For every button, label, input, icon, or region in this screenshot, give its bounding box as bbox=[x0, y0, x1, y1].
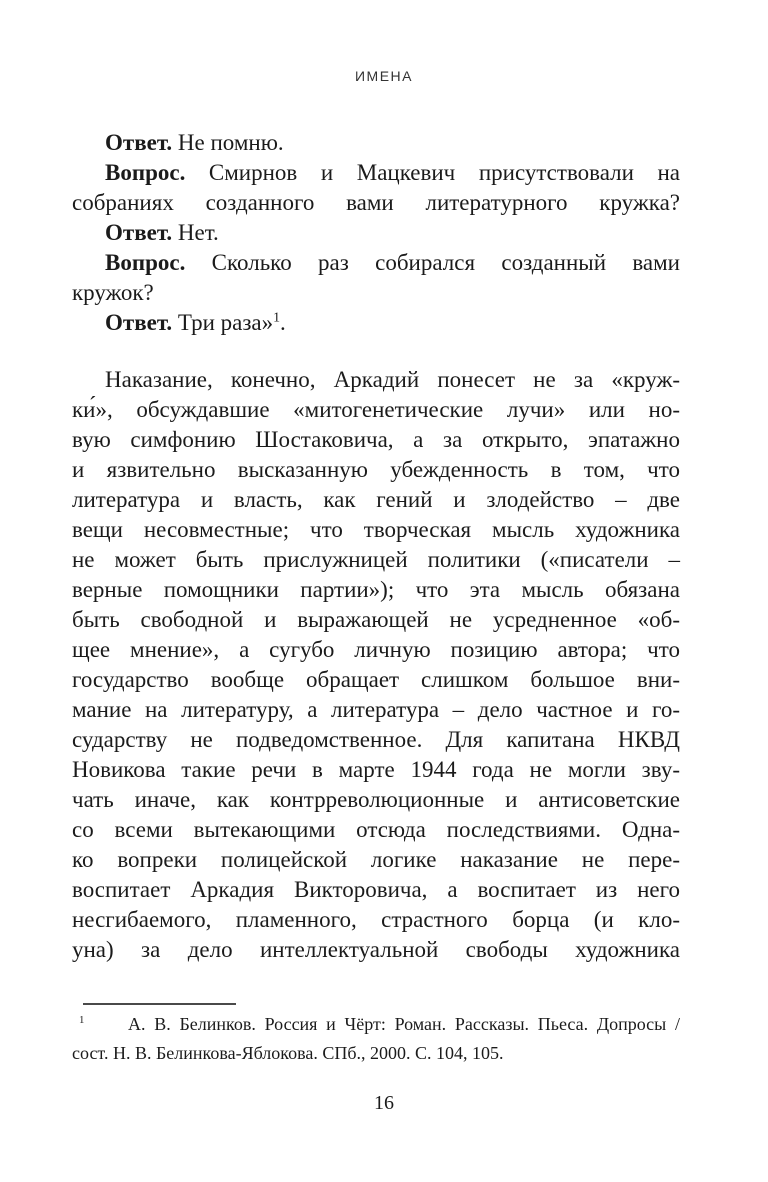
text-segment: воспитает Аркадия Викторовича, а воспитает из него bbox=[72, 877, 680, 902]
text-segment: Три раза» bbox=[172, 310, 274, 335]
running-head: ИМЕНА bbox=[354, 68, 413, 84]
main-paragraph bbox=[72, 365, 680, 965]
text-line bbox=[72, 755, 680, 785]
dialogue-block bbox=[72, 128, 680, 338]
footnote-ref: 1 bbox=[273, 309, 281, 325]
text-segment: Вопрос. bbox=[105, 250, 186, 275]
text-segment: . bbox=[280, 310, 286, 335]
text-line bbox=[72, 425, 680, 455]
text-line bbox=[72, 248, 680, 278]
text-segment: Сколько раз собирался созданный вами bbox=[185, 250, 680, 275]
text-segment: Наказание, конечно, Аркадий понесет не за «круж- bbox=[105, 367, 680, 392]
text-segment: А. В. Белинков. Россия и Чёрт: Роман. Рассказы. Пьеса. Допросы / bbox=[128, 1014, 680, 1034]
text-segment: уна) за дело интеллектуальной свободы художника bbox=[72, 937, 680, 962]
text-segment: мание на литературу, а литература – дело частное и го- bbox=[72, 697, 680, 722]
text-line bbox=[72, 455, 680, 485]
text-segment: со всеми вытекающими отсюда последствиями. Одна- bbox=[72, 817, 680, 842]
text-segment: Нет. bbox=[172, 220, 219, 245]
text-line bbox=[72, 905, 680, 935]
text-line bbox=[72, 575, 680, 605]
text-segment: Ответ. bbox=[105, 310, 173, 335]
page-number: 16 bbox=[374, 1092, 394, 1114]
text-line bbox=[72, 695, 680, 725]
text-line bbox=[72, 815, 680, 845]
text-segment: вую симфонию Шостаковича, а за открыто, эпатажно bbox=[72, 427, 680, 452]
text-segment: не может быть прислужницей политики («писатели – bbox=[72, 547, 680, 572]
text-segment: Смирнов и Мацкевич присутствовали на bbox=[185, 160, 680, 185]
text-segment: верные помощники партии»); что эта мысль обязана bbox=[72, 577, 680, 602]
text-line bbox=[72, 395, 680, 425]
text-line bbox=[72, 665, 680, 695]
text-line bbox=[72, 725, 680, 755]
text-line bbox=[72, 128, 680, 158]
text-segment: несгибаемого, пламенного, страстного борца (и кло- bbox=[72, 907, 680, 932]
text-line bbox=[72, 158, 680, 188]
text-line: $^1$ А. В. Белинков. Россия и Чёрт: Роман. Рассказы. Пьеса. Допросы / bbox=[79, 1014, 680, 1034]
text-segment: Новикова такие речи в марте 1944 года не могли зву- bbox=[72, 757, 680, 782]
text-line bbox=[72, 545, 680, 575]
text-segment: чать иначе, как контрреволюционные и антисоветские bbox=[72, 787, 680, 812]
text-line bbox=[72, 605, 680, 635]
text-line bbox=[72, 278, 680, 308]
text-segment: собраниях созданного вами литературного кружка? bbox=[72, 190, 680, 215]
text-segment: Ответ. bbox=[105, 130, 173, 155]
text-segment: литература и власть, как гений и злодейство – две bbox=[72, 487, 680, 512]
text-segment: ко вопреки полицейской логике наказание не пере- bbox=[72, 847, 680, 872]
text-line bbox=[72, 635, 680, 665]
text-segment: Не помню. bbox=[172, 130, 284, 155]
text-segment: быть свободной и выражающей не усредненное «об- bbox=[72, 607, 680, 632]
text-segment: вещи несовместные; что творческая мысль художника bbox=[72, 517, 680, 542]
text-line bbox=[72, 845, 680, 875]
text-line bbox=[72, 485, 680, 515]
text-segment: ки́», обсуждавшие «митогенетические лучи» или но- bbox=[72, 397, 680, 422]
text-segment: и язвительно высказанную убежденность в том, что bbox=[72, 457, 680, 482]
text-line bbox=[72, 365, 680, 395]
text-line bbox=[72, 188, 680, 218]
text-line bbox=[72, 218, 680, 248]
footnote-rule bbox=[83, 1003, 236, 1005]
text-line bbox=[72, 308, 680, 338]
text-line bbox=[72, 935, 680, 965]
text-segment: кружок? bbox=[72, 280, 154, 305]
text-segment: Ответ. bbox=[105, 220, 173, 245]
text-segment: Вопрос. bbox=[105, 160, 186, 185]
text-line bbox=[72, 785, 680, 815]
text-line bbox=[72, 515, 680, 545]
text-line bbox=[72, 1039, 680, 1068]
text-segment: государство вообще обращает слишком большое вни- bbox=[72, 667, 680, 692]
text-segment: щее мнение», а сугубо личную позицию автора; что bbox=[72, 637, 680, 662]
text-line bbox=[72, 875, 680, 905]
text-segment: сударству не подведомственное. Для капитана НКВД bbox=[72, 727, 680, 752]
text-segment: сост. Н. В. Белинкова-Яблокова. СПб., 2000. С. 104, 105. bbox=[72, 1043, 504, 1063]
footnote-text bbox=[72, 1010, 680, 1068]
